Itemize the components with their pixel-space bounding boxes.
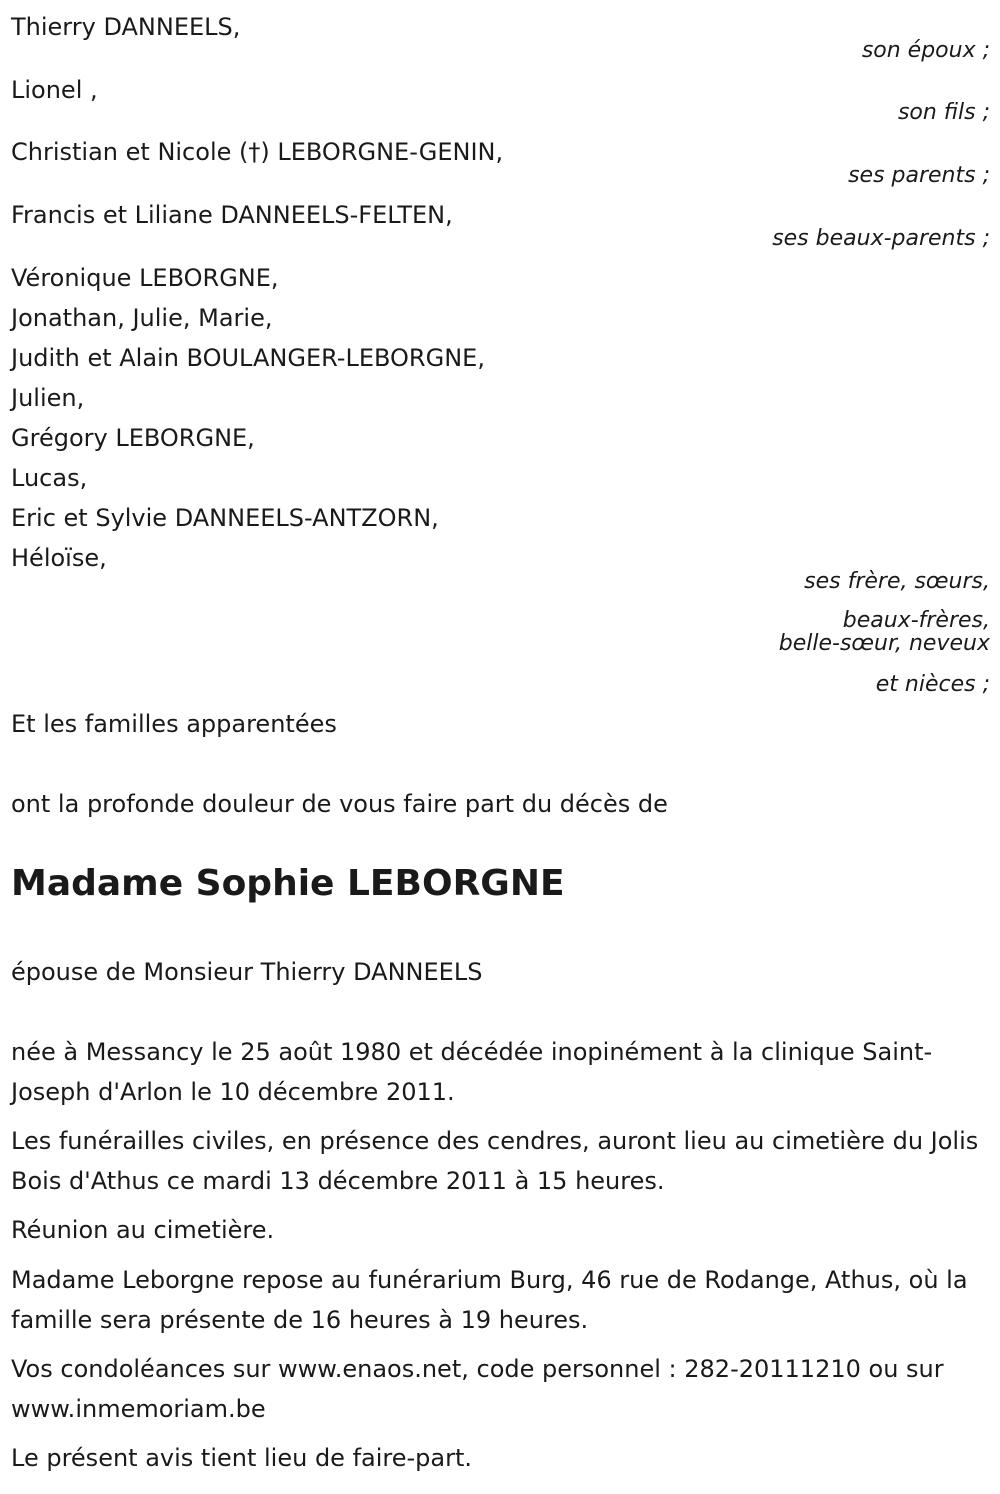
meeting-paragraph: Réunion au cimetière.: [11, 1216, 275, 1244]
family-sibling-line: Julien,: [11, 384, 85, 412]
family-sibling-line: Héloïse,: [11, 544, 107, 572]
condolences-paragraph: Vos condoléances sur www.enaos.net, code personnel : 282-20111210 ou sur www.inmemoriam.be: [11, 1355, 944, 1423]
deceased-spouse: épouse de Monsieur Thierry DANNEELS: [11, 958, 483, 986]
family-spouse-name: Thierry DANNEELS,: [11, 13, 241, 41]
notice-paragraph: Le présent avis tient lieu de faire-part.: [11, 1444, 473, 1472]
family-spouse-role: son époux ;: [861, 38, 990, 63]
family-siblings-role: belle-sœur, neveux: [778, 631, 990, 656]
announcement-intro: ont la profonde douleur de vous faire part du décès de: [11, 790, 668, 818]
family-siblings-role: beaux-frères,: [842, 608, 990, 633]
family-others: Et les familles apparentées: [11, 710, 337, 738]
family-siblings-role: et nièces ;: [875, 672, 990, 697]
family-siblings-role: ses frère, sœurs,: [804, 569, 990, 594]
birth-death-paragraph: née à Messancy le 25 août 1980 et décédée inopinément à la clinique Saint-Joseph d'Arlon le 10 décembre 2011.: [11, 1038, 933, 1106]
family-in-laws-role: ses beaux-parents ;: [772, 226, 990, 251]
family-sibling-line: Judith et Alain BOULANGER-LEBORGNE,: [11, 344, 485, 372]
deceased-name: Madame Sophie LEBORGNE: [11, 863, 565, 904]
family-parents-role: ses parents ;: [848, 163, 990, 188]
family-in-laws-name: Francis et Liliane DANNEELS-FELTEN,: [11, 201, 453, 229]
family-parents-name: Christian et Nicole (†) LEBORGNE-GENIN,: [11, 138, 504, 166]
family-sibling-line: Jonathan, Julie, Marie,: [11, 304, 273, 332]
family-sibling-line: Lucas,: [11, 464, 88, 492]
family-sibling-line: Véronique LEBORGNE,: [11, 264, 279, 292]
family-son-name: Lionel ,: [11, 76, 98, 104]
family-sibling-line: Eric et Sylvie DANNEELS-ANTZORN,: [11, 504, 439, 532]
rest-paragraph: Madame Leborgne repose au funérarium Burg, 46 rue de Rodange, Athus, où la famille sera présente de 16 heures à 19 heures.: [11, 1266, 968, 1334]
funeral-paragraph: Les funérailles civiles, en présence des cendres, auront lieu au cimetière du Jolis Bois d'Athus ce mardi 13 décembre 2011 à 15 heures.: [11, 1127, 979, 1195]
family-sibling-line: Grégory LEBORGNE,: [11, 424, 255, 452]
family-son-role: son fils ;: [897, 100, 990, 125]
